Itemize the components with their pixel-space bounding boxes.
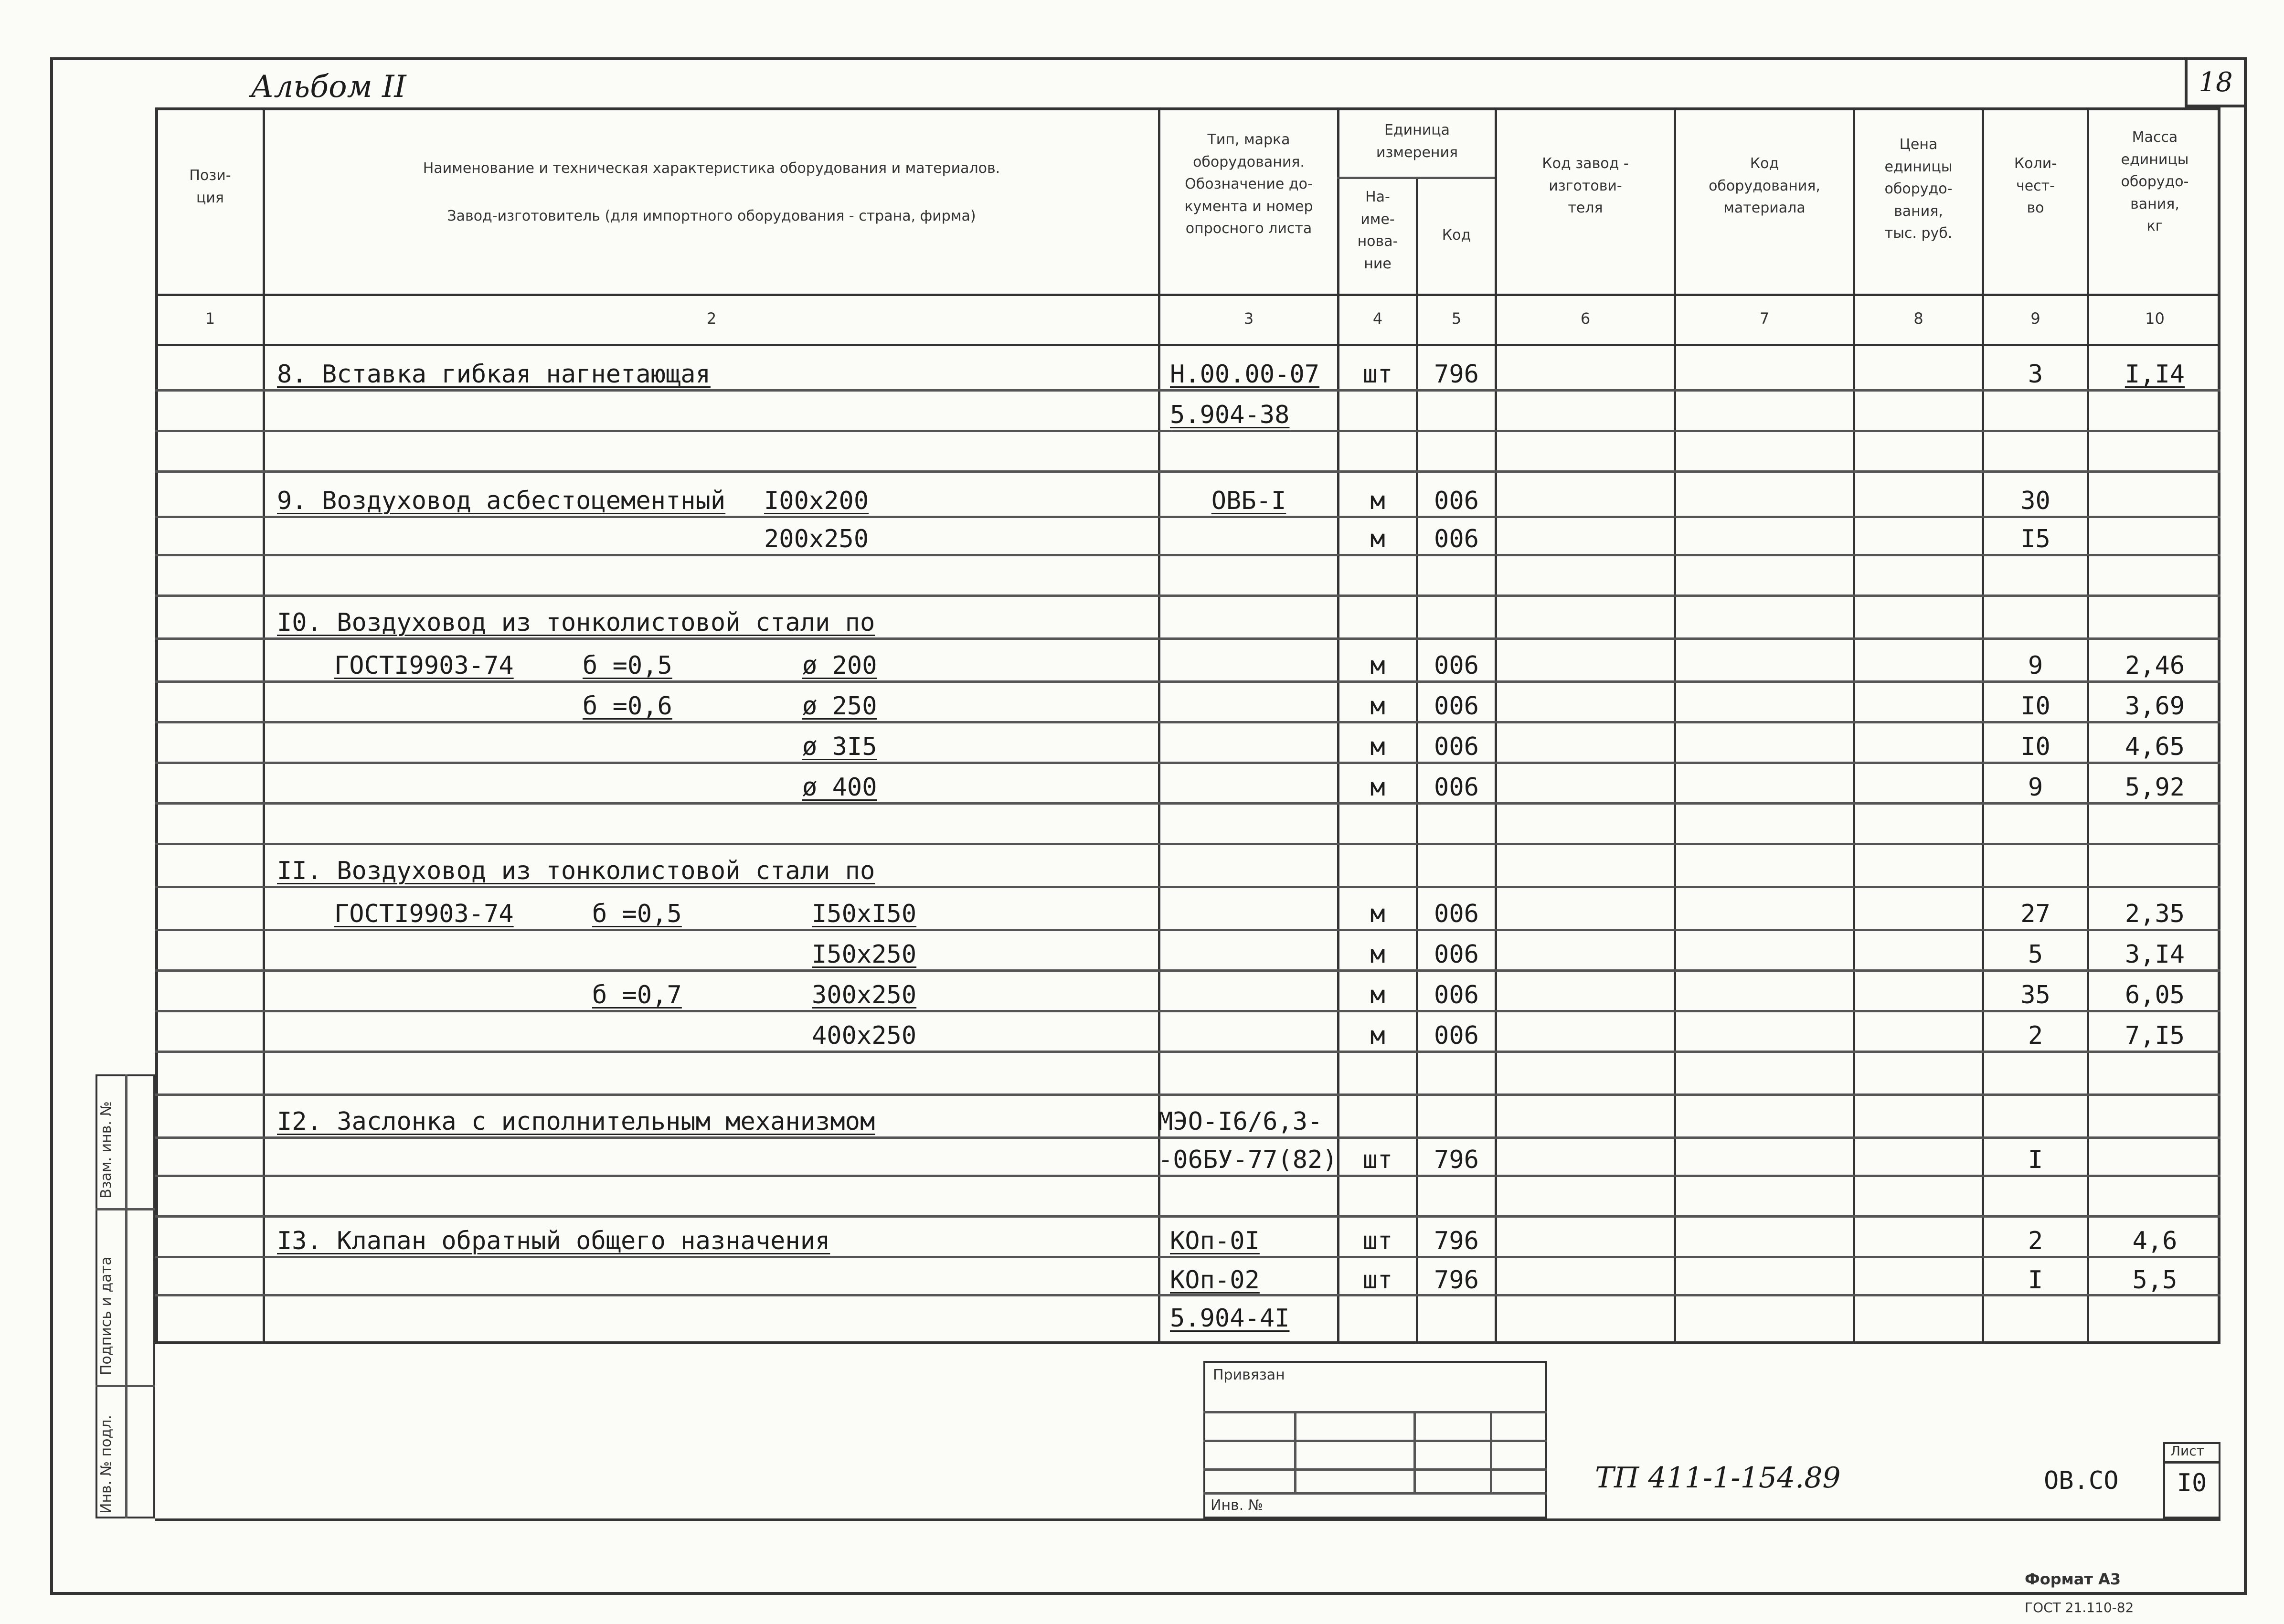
row-7-qty: 9 xyxy=(2028,651,2043,680)
format-label: Формат А3 xyxy=(2025,1570,2121,1588)
row-line xyxy=(155,1256,2220,1258)
stamp-grid-line xyxy=(1203,1492,1547,1495)
row-14-unit: м xyxy=(1370,940,1385,969)
stamp-grid-vline xyxy=(1413,1411,1416,1492)
row-15-qty: 35 xyxy=(2020,981,2050,1009)
row-19-qty: I xyxy=(2028,1146,2043,1174)
row-13-unit: м xyxy=(1370,900,1385,928)
row-23-type: 5.904-4I xyxy=(1170,1304,1290,1333)
row-10-qty: 9 xyxy=(2028,773,2043,802)
privyazan-label: Привязан xyxy=(1213,1367,1285,1383)
row-0-qty: 3 xyxy=(2028,360,2043,389)
row-line xyxy=(155,721,2220,723)
row-3-name: 9. Воздуховод асбестоцементный xyxy=(277,487,726,515)
page-corner-number: 18 xyxy=(2199,67,2233,98)
stamp-top-line xyxy=(155,1342,2220,1344)
colnum-7: 7 xyxy=(1759,309,1770,328)
col-divider-5 xyxy=(1495,107,1497,1344)
row-4-unit: м xyxy=(1370,525,1385,553)
row-line xyxy=(155,1136,2220,1139)
colnum-10: 10 xyxy=(2145,309,2165,328)
row-12-name: II. Воздуховод из тонколистовой стали по xyxy=(277,857,875,885)
row-3-code: 006 xyxy=(1434,487,1479,515)
colnum-bottom-line xyxy=(155,344,2220,346)
stamp-grid-line xyxy=(1203,1440,1547,1442)
row-line xyxy=(155,1215,2220,1218)
row-21-mass: 4,6 xyxy=(2132,1227,2178,1255)
row-14-mass: 3,I4 xyxy=(2125,940,2185,969)
row-10-dia: ø 400 xyxy=(802,773,877,802)
row-22-code: 796 xyxy=(1434,1266,1479,1295)
colnum-9: 9 xyxy=(2030,309,2040,328)
stamp-grid-vline xyxy=(1294,1411,1296,1492)
row-9-dia: ø 3I5 xyxy=(802,732,877,761)
col-divider-7 xyxy=(1853,107,1855,1344)
side-label-vzam: Взам. инв. № xyxy=(98,1101,115,1199)
row-line xyxy=(155,1010,2220,1012)
row-8-code: 006 xyxy=(1434,692,1479,721)
left-stamp-divider xyxy=(125,1074,127,1518)
row-13-name: ГОСТI9903-74 xyxy=(334,900,514,928)
row-line xyxy=(155,389,2220,392)
row-4-qty: I5 xyxy=(2020,525,2050,553)
row-16-qty: 2 xyxy=(2028,1021,2043,1050)
row-7-mass: 2,46 xyxy=(2125,651,2185,680)
row-14-code: 006 xyxy=(1434,940,1479,969)
row-line xyxy=(155,762,2220,764)
row-line xyxy=(155,843,2220,845)
row-9-qty: I0 xyxy=(2020,732,2050,761)
row-line xyxy=(155,886,2220,888)
colnum-8: 8 xyxy=(1913,309,1923,328)
left-stamp-sep xyxy=(96,1385,155,1387)
row-7-dia: ø 200 xyxy=(802,651,877,680)
inv-no-label: Инв. № xyxy=(1211,1497,1264,1514)
header-bottom-line xyxy=(155,294,2220,296)
colnum-6: 6 xyxy=(1580,309,1591,328)
row-22-qty: I xyxy=(2028,1266,2043,1295)
row-4-size: 200х250 xyxy=(764,525,869,553)
col-divider-1 xyxy=(263,107,265,1344)
row-6-name: I0. Воздуховод из тонколистовой стали по xyxy=(277,608,875,637)
row-line xyxy=(155,929,2220,931)
row-line xyxy=(155,554,2220,556)
album-label: Альбом II xyxy=(251,69,406,105)
row-line xyxy=(155,637,2220,640)
row-21-code: 796 xyxy=(1434,1227,1479,1255)
row-21-unit: шт xyxy=(1362,1227,1393,1255)
row-8-qty: I0 xyxy=(2020,692,2050,721)
header-plant-code: Код завод - изготови- теля xyxy=(1542,155,1629,216)
row-0-unit: шт xyxy=(1362,360,1393,389)
row-line xyxy=(155,430,2220,432)
colnum-5: 5 xyxy=(1451,309,1462,328)
row-0-mass: I,I4 xyxy=(2125,360,2185,389)
header-name-line2: Завод-изготовитель (для импортного оборудования - страна, фирма) xyxy=(447,208,976,224)
row-13-mass: 2,35 xyxy=(2125,900,2185,928)
row-1-type: 5.904-38 xyxy=(1170,401,1290,429)
header-position: Пози- ция xyxy=(189,167,231,206)
row-9-unit: м xyxy=(1370,732,1385,761)
row-8-thick: б =0,6 xyxy=(583,692,672,721)
row-0-type: Н.00.00-07 xyxy=(1170,360,1320,389)
row-22-mass: 5,5 xyxy=(2132,1266,2178,1295)
row-15-code: 006 xyxy=(1434,981,1479,1009)
list-label: Лист xyxy=(2170,1443,2204,1459)
row-10-mass: 5,92 xyxy=(2125,773,2185,802)
row-16-unit: м xyxy=(1370,1021,1385,1050)
row-line xyxy=(155,802,2220,805)
row-10-code: 006 xyxy=(1434,773,1479,802)
row-9-code: 006 xyxy=(1434,732,1479,761)
row-7-name: ГОСТI9903-74 xyxy=(334,651,514,680)
row-15-size: 300х250 xyxy=(812,981,917,1009)
row-line xyxy=(155,969,2220,972)
row-line xyxy=(155,1051,2220,1053)
stamp-bottom-line xyxy=(155,1518,2220,1521)
header-equipment-code: Код оборудования, материала xyxy=(1709,155,1820,216)
stamp-grid-line xyxy=(1203,1468,1547,1471)
row-15-mass: 6,05 xyxy=(2125,981,2185,1009)
header-quantity: Коли- чест- во xyxy=(2014,155,2057,216)
colnum-4: 4 xyxy=(1372,309,1383,328)
header-type: Тип, марка оборудования. Обозначение до- кумента и номер опросного листа xyxy=(1184,131,1313,237)
row-21-type: КОп-0I xyxy=(1170,1227,1260,1255)
row-3-qty: 30 xyxy=(2020,487,2050,515)
gost-label: ГОСТ 21.110-82 xyxy=(2025,1600,2134,1615)
row-line xyxy=(155,1093,2220,1096)
colnum-3: 3 xyxy=(1243,309,1254,328)
row-8-mass: 3,69 xyxy=(2125,692,2185,721)
row-8-unit: м xyxy=(1370,692,1385,721)
stamp-grid-vline xyxy=(1490,1411,1492,1492)
unit-group-line xyxy=(1337,177,1495,179)
row-0-code: 796 xyxy=(1434,360,1479,389)
row-7-thick: б =0,5 xyxy=(583,651,672,680)
header-unit-code: Код xyxy=(1442,227,1471,244)
row-14-size: I50х250 xyxy=(812,940,917,969)
row-4-code: 006 xyxy=(1434,525,1479,553)
row-9-mass: 4,65 xyxy=(2125,732,2185,761)
row-16-size: 400х250 xyxy=(812,1021,917,1050)
row-line xyxy=(155,470,2220,473)
side-label-podpis: Подпись и дата xyxy=(98,1256,115,1375)
row-7-unit: м xyxy=(1370,651,1385,680)
row-16-mass: 7,I5 xyxy=(2125,1021,2185,1050)
left-stamp-sep xyxy=(96,1208,155,1210)
col-divider-9 xyxy=(2087,107,2089,1344)
row-13-thick: б =0,5 xyxy=(592,900,682,928)
row-3-type: ОВБ-I xyxy=(1211,487,1286,515)
col-divider-6 xyxy=(1674,107,1676,1344)
header-unit-group: Единица измерения xyxy=(1376,122,1458,161)
row-3-unit: м xyxy=(1370,487,1385,515)
row-19-unit: шт xyxy=(1362,1146,1393,1174)
row-13-qty: 27 xyxy=(2020,900,2050,928)
row-line xyxy=(155,516,2220,518)
row-18-name: I2. Заслонка с исполнительным механизмом xyxy=(277,1107,875,1136)
header-name-line1: Наименование и техническая характеристика оборудования и материалов. xyxy=(423,160,1000,177)
row-19-type: -06БУ-77(82) xyxy=(1158,1146,1338,1174)
header-unit-mass: Масса единицы оборудо- вания, кг xyxy=(2121,129,2189,234)
section-code: ОВ.СО xyxy=(2044,1466,2119,1495)
header-unit-price: Цена единицы оборудо- вания, тыс. руб. xyxy=(1884,136,1953,242)
colnum-1: 1 xyxy=(205,309,215,328)
row-15-unit: м xyxy=(1370,981,1385,1009)
row-19-code: 796 xyxy=(1434,1146,1479,1174)
row-22-unit: шт xyxy=(1362,1266,1393,1295)
row-15-thick: б =0,7 xyxy=(592,981,682,1009)
row-13-size: I50хI50 xyxy=(812,900,917,928)
row-22-type: КОп-02 xyxy=(1170,1266,1260,1295)
row-14-qty: 5 xyxy=(2028,940,2043,969)
side-label-inv-podl: Инв. № подл. xyxy=(98,1415,115,1514)
row-7-code: 006 xyxy=(1434,651,1479,680)
row-13-code: 006 xyxy=(1434,900,1479,928)
row-21-name: I3. Клапан обратный общего назначения xyxy=(277,1227,830,1255)
list-number: I0 xyxy=(2177,1469,2207,1497)
doc-code: ТП 411-1-154.89 xyxy=(1595,1461,1841,1495)
row-0-name: 8. Вставка гибкая нагнетающая xyxy=(277,360,711,389)
row-8-dia: ø 250 xyxy=(802,692,877,721)
row-10-unit: м xyxy=(1370,773,1385,802)
row-line xyxy=(155,594,2220,597)
row-16-code: 006 xyxy=(1434,1021,1479,1050)
row-21-qty: 2 xyxy=(2028,1227,2043,1255)
row-3-size: I00х200 xyxy=(764,487,869,515)
row-line xyxy=(155,680,2220,683)
header-unit-name: На- име- нова- ние xyxy=(1357,189,1398,272)
list-box-divider xyxy=(2163,1461,2220,1464)
stamp-grid-line xyxy=(1203,1411,1547,1413)
colnum-2: 2 xyxy=(706,309,717,328)
row-line xyxy=(155,1175,2220,1177)
row-18-type: МЭО-I6/6,3- xyxy=(1158,1107,1323,1136)
